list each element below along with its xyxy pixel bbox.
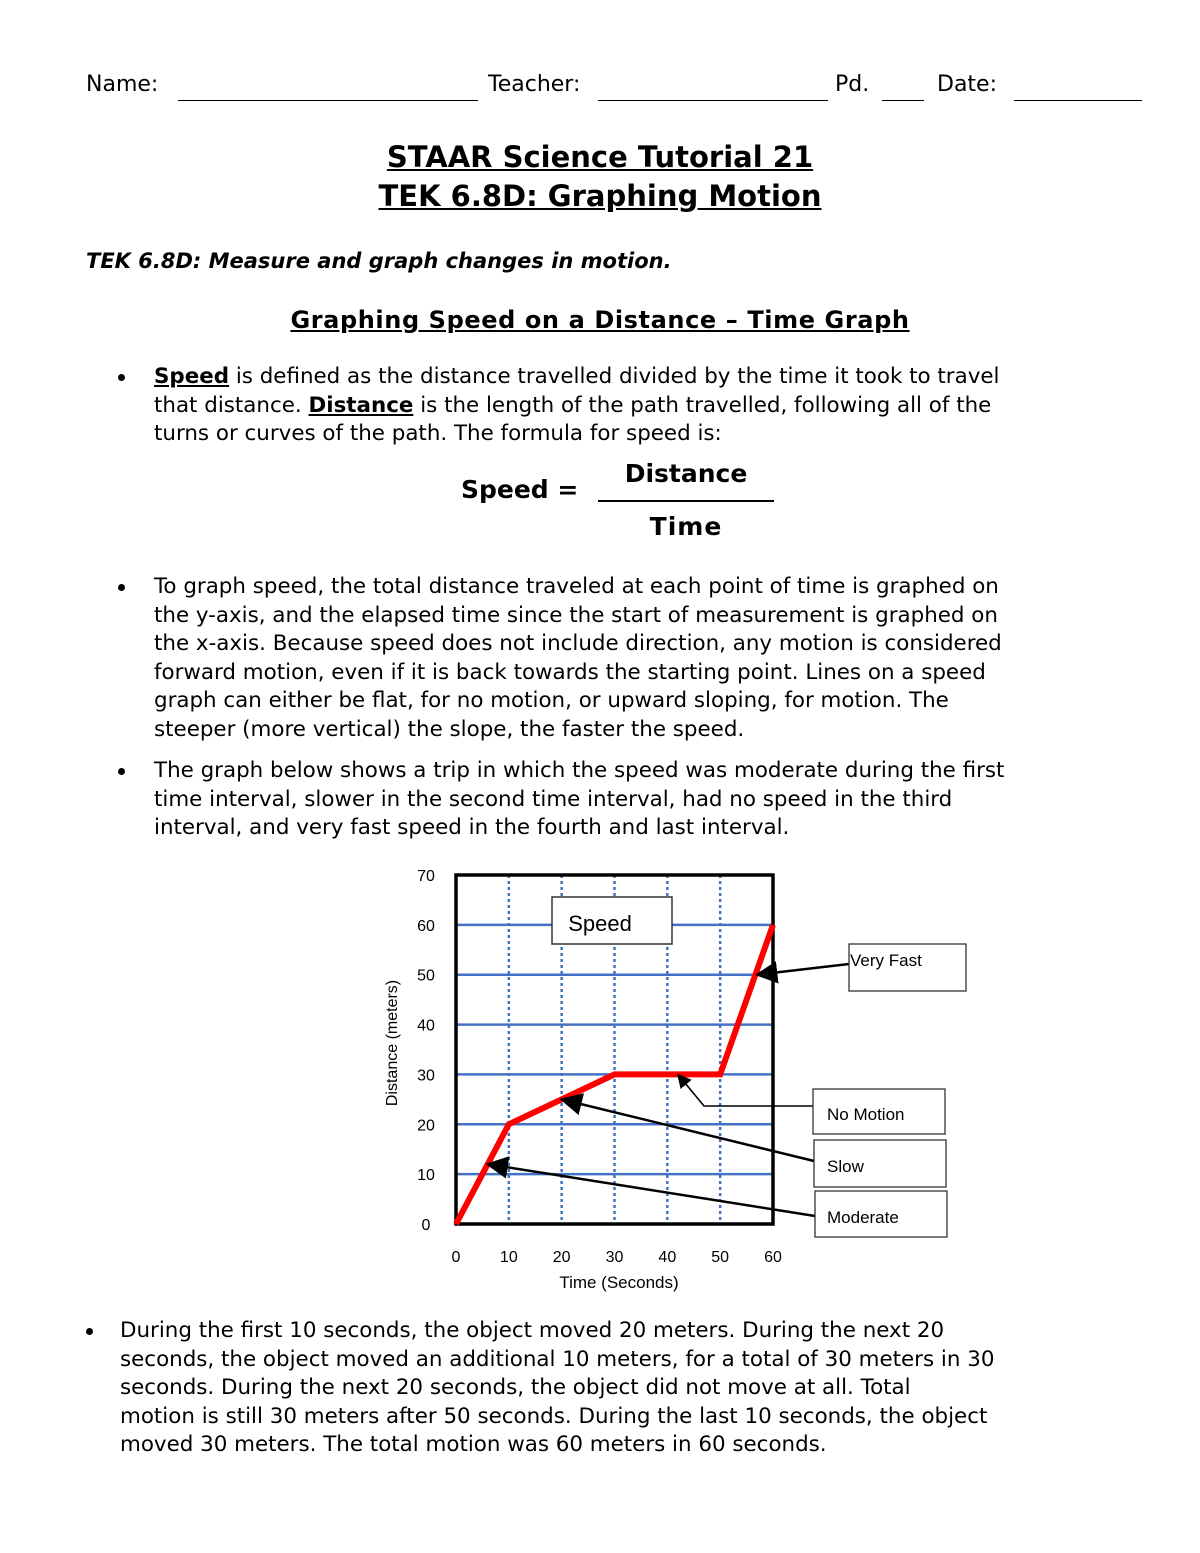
annotation-arrow [562,1099,814,1161]
formula-lhs: Speed = [461,475,579,504]
y-tick-label: 10 [417,1167,435,1185]
formula-numerator: Distance [624,459,748,488]
x-tick-label: 50 [711,1249,730,1266]
annotation-arrow [757,964,849,975]
teacher-label: Teacher: [488,72,581,97]
x-tick-label: 60 [764,1249,782,1266]
y-tick-label: 60 [417,917,435,935]
date-label: Date: [937,72,997,97]
chart-title: Speed [568,911,632,936]
annotation-label: Slow [827,1157,864,1176]
y-tick-label: 0 [421,1217,431,1234]
term-distance: Distance [308,392,414,418]
y-tick-label: 50 [417,967,435,985]
graph-summary: During the first 10 seconds, the object moved 20 meters. During the next 20 seconds, the object moved an additional 10 meters, for a total of 30 meters in 30 seconds. During the next 20 seconds, the object did not move at all. Total motion is still 30 meters after 50 seconds. During the last 10 seconds, the object moved 30 meters. The total motion was 60 meters in 60 seconds. [120,1318,995,1457]
bullet-icon [86,1328,93,1335]
y-tick-label: 20 [417,1117,435,1135]
x-tick-label: 30 [605,1249,624,1266]
graph-description: The graph below shows a trip in which the speed was moderate during the first time interval, slower in the second time interval, had no speed in the third interval, and very fast speed in the fourth and last interval. [154,758,1005,840]
x-axis-label: Time (Seconds) [559,1273,679,1292]
annotation-label: Very Fast [850,951,922,970]
x-tick-label: 10 [499,1249,518,1266]
annotation-label: No Motion [827,1105,905,1124]
term-speed: Speed [154,364,230,389]
x-tick-label: 0 [451,1249,461,1266]
y-tick-label: 30 [417,1067,435,1085]
annotation-arrow [678,1074,813,1106]
tek-statement: TEK 6.8D: Measure and graph changes in motion. [86,249,672,273]
period-label: Pd. [835,72,870,97]
y-tick-label: 70 [417,868,435,885]
x-tick-label: 40 [658,1249,677,1266]
annotation-label: Moderate [827,1208,899,1227]
graphing-explanation: To graph speed, the total distance traveled at each point of time is graphed on the y-axis, and the elapsed time since the start of measurement is graphed on the x-axis. Because speed does not include direction, any motion is considered forward motion, even if it is back towards the starting point. Lines on a speed graph can either be flat, for no motion, or upward sloping, for motion. The steeper (more vertical) the slope, the faster the speed. [154,574,1002,742]
speed-definition: Speed is defined as the distance travelled divided by the time it took to travel that distance. Distance is the length of the path travelled, following all of the turns or curves of the path. The formula for speed is: [154,364,1000,446]
y-tick-label: 40 [417,1017,435,1035]
x-tick-label: 20 [552,1249,571,1266]
annotation-arrow [488,1164,815,1216]
section-title: Graphing Speed on a Distance – Time Graph [290,306,910,334]
y-axis-label: Distance (meters) [384,979,401,1107]
page-subtitle: TEK 6.8D: Graphing Motion [378,179,822,213]
name-label: Name: [86,72,159,97]
page-title: STAAR Science Tutorial 21 [386,140,814,174]
formula-denominator: Time [649,512,723,541]
